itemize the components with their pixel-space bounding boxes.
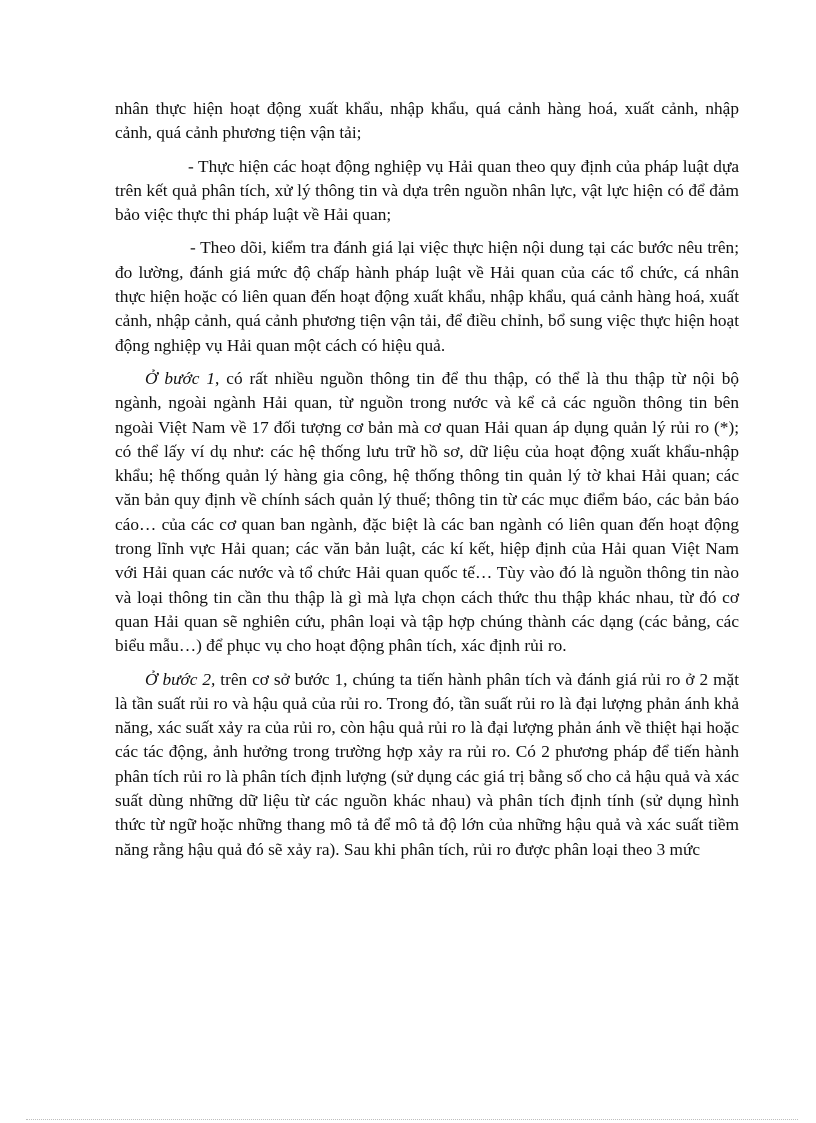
document-body (115, 97, 739, 871)
paragraph-bullet-monitoring: - Theo dõi, kiểm tra đánh giá lại việc thực hiện nội dung tại các bước nêu trên; đo lường, đánh giá mức độ chấp hành pháp luật về Hải quan của các tổ chức, cá nhân thực hiện hoặc có liên quan đến hoạt động xuất khẩu, nhập khẩu, quá cảnh hàng hoá, xuất cảnh, nhập cảnh, quá cảnh phương tiện vận tải, để điều chỉnh, bổ sung việc thực hiện hoạt động nghiệp vụ Hải quan một cách có hiệu quả. (115, 238, 739, 355)
paragraph-continuation: nhân thực hiện hoạt động xuất khẩu, nhập khẩu, quá cảnh hàng hoá, xuất cảnh, nhập cảnh, quá cảnh phương tiện vận tải; (115, 99, 739, 143)
paragraph-step-1 (115, 367, 739, 659)
paragraph-bullet-operations: - Thực hiện các hoạt động nghiệp vụ Hải quan theo quy định của pháp luật dựa trên kết quả phân tích, xử lý thông tin và dựa trên nguồn nhân lực, vật lực hiện có để đảm bảo việc thực thi pháp luật về Hải quan; (115, 156, 739, 225)
page-bottom-divider (26, 1119, 798, 1120)
step-2-heading: Ở bước 2, (145, 669, 216, 689)
step-1-text: , có rất nhiều nguồn thông tin để thu thập, có thể là thu thập từ nội bộ ngành, ngoài ngành Hải quan, từ nguồn trong nước và kể cả các nguồn thông tin bên ngoài Việt Nam về 17 đối tượng cơ bản mà cơ quan Hải quan áp dụng quản lý rủi ro (*); có thể lấy ví dụ như: các hệ thống lưu trữ hồ sơ, dữ liệu của hoạt động xuất khẩu-nhập khẩu; hệ thống quản lý hàng gia công, hệ thống thông tin quản lý tờ khai Hải quan; các văn bản quy định về chính sách quản lý thuế; thông tin từ các mục điểm báo, các bản báo cáo… của các cơ quan ban ngành, đặc biệt là các ban ngành có liên quan đến hoạt động trong lĩnh vực Hải quan; các văn bản luật, các kí kết, hiệp định của Hải quan Việt Nam với Hải quan các nước và tổ chức Hải quan quốc tế… Tùy vào đó là nguồn thông tin nào và loại thông tin cần thu thập là gì mà lựa chọn cách thức thu thập khác nhau, từ đó cơ quan Hải quan sẽ nghiên cứu, phân loại và tập hợp chúng thành các dạng (các bảng, các biểu mẫu…) để phục vụ cho hoạt động phân tích, xác định rủi ro. (115, 368, 739, 656)
step-2-text: trên cơ sở bước 1, chúng ta tiến hành phân tích và đánh giá rủi ro ở 2 mặt là tần suất rủi ro và hậu quả của rủi ro. Trong đó, tần suất rủi ro là đại lượng phản ánh khả năng, xác suất xảy ra của rủi ro, còn hậu quả rủi ro là đại lượng phản ánh về thiệt hại hoặc các tác động, ảnh hưởng trong trường hợp xảy ra rủi ro. Có 2 phương pháp để tiến hành phân tích rủi ro là phân tích định lượng (sử dụng các giá trị bằng số cho cả hậu quả và xác suất dùng những dữ liệu từ các nguồn khác nhau) và phân tích định tính (sử dụng hình thức từ ngữ hoặc những thang mô tả để mô tả độ lớn của những hậu quả và xác suất tiềm năng rằng hậu quả đó sẽ xảy ra). Sau khi phân tích, rủi ro được phân loại theo 3 mức (115, 669, 740, 859)
paragraph-step-2 (115, 668, 739, 862)
step-1-heading: Ở bước 1 (145, 368, 215, 388)
